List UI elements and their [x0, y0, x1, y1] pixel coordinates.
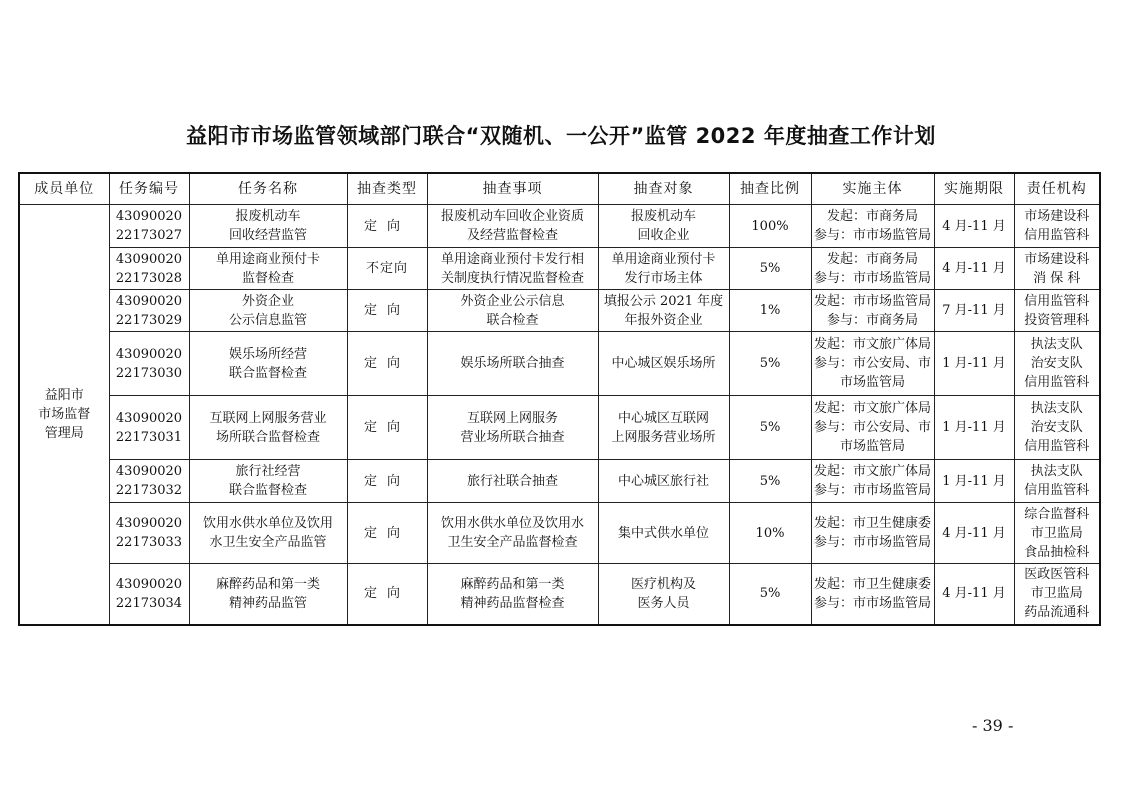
cell-line: 联合检查	[486, 312, 539, 328]
page-number: - 39 -	[972, 716, 1014, 735]
table-body	[19, 205, 1100, 625]
implementation-period-cell: 1 月-11 月	[934, 460, 1014, 503]
cell-line: 水卫生安全产品监管	[209, 535, 327, 550]
cell-line: 单用途商业预付卡发行相	[440, 251, 584, 267]
cell-line: 22173034	[115, 595, 183, 611]
implementing-body-cell	[811, 205, 934, 248]
cell-line: 市场建设科	[1024, 251, 1090, 267]
task-code-cell	[109, 396, 189, 460]
task-name-cell	[189, 205, 347, 248]
cell-line: 22173032	[115, 483, 183, 498]
inspection-object-cell	[598, 332, 729, 396]
cell-line: 医疗机构及	[630, 576, 696, 592]
inspection-object-cell	[598, 396, 729, 460]
cell-line: 单用途商业预付卡	[611, 251, 716, 267]
cell-line: 参与：市市场监管局	[813, 483, 931, 498]
task-name-cell	[189, 332, 347, 396]
inspection-ratio-cell: 5%	[729, 396, 811, 460]
cell-line: 43090020	[115, 410, 183, 426]
implementing-body-cell	[811, 248, 934, 290]
cell-line: 中心城区娱乐场所	[611, 356, 716, 371]
cell-line: 发起：市商务局	[826, 251, 918, 267]
column-header: 抽查类型	[347, 173, 427, 205]
responsible-org-cell	[1014, 332, 1100, 396]
cell-line: 集中式供水单位	[617, 525, 709, 541]
inspection-item-cell	[427, 564, 598, 625]
cell-line: 药品流通科	[1024, 605, 1090, 621]
cell-line: 联合监督检查	[228, 365, 307, 381]
cell-line: 关制度执行情况监督检查	[440, 270, 584, 286]
column-header: 抽查对象	[598, 173, 729, 205]
implementation-period-cell: 4 月-11 月	[934, 205, 1014, 248]
implementation-period-cell: 1 月-11 月	[934, 396, 1014, 460]
responsible-org-cell	[1014, 205, 1100, 248]
inspection-plan-table	[18, 172, 1101, 626]
cell-line: 市卫监局	[1030, 525, 1083, 541]
cell-line: 治安支队	[1030, 420, 1083, 435]
cell-line: 22173027	[115, 228, 183, 243]
cell-line: 22173033	[115, 535, 183, 550]
cell-line: 发起：市商务局	[826, 209, 918, 224]
cell-line: 市场建设科	[1024, 209, 1090, 224]
cell-line: 娱乐场所联合抽查	[460, 356, 565, 371]
cell-line: 上网服务营业场所	[611, 429, 716, 445]
inspection-type-cell: 不定向	[347, 248, 427, 290]
task-code-cell	[109, 503, 189, 564]
implementing-body-cell	[811, 290, 934, 332]
table-row	[19, 564, 1100, 625]
cell-line: 信用监管科	[1024, 439, 1090, 454]
column-header: 实施主体	[811, 173, 934, 205]
responsible-org-cell	[1014, 503, 1100, 564]
cell-line: 43090020	[115, 576, 183, 592]
cell-line: 参与：市市场监管局	[813, 228, 931, 243]
cell-line: 医政医管科	[1024, 567, 1090, 583]
cell-line: 报废机动车	[235, 209, 301, 224]
inspection-item-cell	[427, 290, 598, 332]
cell-line: 外资企业公示信息	[460, 293, 565, 309]
inspection-ratio-cell: 10%	[729, 503, 811, 564]
cell-line: 旅行社联合抽查	[466, 473, 558, 489]
cell-line: 联合监督检查	[228, 483, 307, 498]
implementation-period-cell: 4 月-11 月	[934, 564, 1014, 625]
inspection-item-cell	[427, 332, 598, 396]
inspection-object-cell	[598, 290, 729, 332]
table-row	[19, 248, 1100, 290]
cell-line: 饮用水供水单位及饮用水	[440, 516, 584, 531]
table-row	[19, 205, 1100, 248]
cell-line: 益阳市	[44, 387, 84, 403]
inspection-type-cell: 定向	[347, 396, 427, 460]
cell-line: 参与：市市场监管局	[813, 535, 931, 550]
inspection-object-cell	[598, 248, 729, 290]
column-header: 成员单位	[19, 173, 109, 205]
cell-line: 发起：市文旅广体局	[813, 337, 931, 352]
cell-line: 娱乐场所经营	[228, 346, 307, 362]
column-header: 任务编号	[109, 173, 189, 205]
implementation-period-cell: 7 月-11 月	[934, 290, 1014, 332]
task-code-cell	[109, 248, 189, 290]
task-name-cell	[189, 396, 347, 460]
inspection-ratio-cell: 1%	[729, 290, 811, 332]
cell-line: 执法支队	[1030, 464, 1083, 479]
page-title: 益阳市市场监管领域部门联合“双随机、一公开”监管 2022 年度抽查工作计划	[186, 124, 936, 148]
cell-line: 市卫监局	[1030, 586, 1083, 602]
inspection-object-cell	[598, 205, 729, 248]
inspection-ratio-cell: 5%	[729, 564, 811, 625]
table-row	[19, 460, 1100, 503]
cell-line: 43090020	[115, 293, 183, 309]
task-code-cell	[109, 460, 189, 503]
table-row	[19, 332, 1100, 396]
inspection-object-cell	[598, 460, 729, 503]
responsible-org-cell	[1014, 290, 1100, 332]
table-row	[19, 396, 1100, 460]
cell-line: 食品抽检科	[1024, 544, 1090, 560]
cell-line: 监督检查	[241, 270, 294, 286]
cell-line: 精神药品监督检查	[460, 595, 565, 611]
cell-line: 市场监督	[38, 406, 91, 422]
cell-line: 发起：市文旅广体局	[813, 401, 931, 416]
cell-line: 治安支队	[1030, 356, 1083, 371]
cell-line: 43090020	[115, 251, 183, 267]
cell-line: 发起：市市场监管局	[813, 293, 931, 309]
task-name-cell	[189, 503, 347, 564]
cell-line: 饮用水供水单位及饮用	[202, 516, 333, 531]
task-name-cell	[189, 460, 347, 503]
cell-line: 22173030	[115, 365, 183, 381]
cell-line: 43090020	[115, 464, 183, 479]
inspection-ratio-cell: 5%	[729, 332, 811, 396]
inspection-ratio-cell: 5%	[729, 460, 811, 503]
inspection-item-cell	[427, 396, 598, 460]
cell-line: 互联网上网服务	[466, 410, 558, 426]
cell-line: 43090020	[115, 346, 183, 362]
cell-line: 精神药品监管	[228, 595, 307, 611]
cell-line: 信用监管科	[1024, 228, 1090, 243]
inspection-object-cell	[598, 503, 729, 564]
inspection-type-cell: 定向	[347, 564, 427, 625]
cell-line: 发起：市卫生健康委	[813, 576, 931, 592]
cell-line: 参与：市市场监管局	[813, 270, 931, 286]
cell-line: 麻醉药品和第一类	[215, 576, 320, 592]
implementing-body-cell	[811, 332, 934, 396]
task-code-cell	[109, 564, 189, 625]
cell-line: 43090020	[115, 209, 183, 224]
cell-line: 回收经营监管	[228, 228, 307, 243]
cell-line: 报废机动车回收企业资质	[440, 209, 584, 224]
inspection-type-cell: 定向	[347, 460, 427, 503]
implementing-body-cell	[811, 564, 934, 625]
column-header: 任务名称	[189, 173, 347, 205]
column-header: 责任机构	[1014, 173, 1100, 205]
inspection-ratio-cell: 100%	[729, 205, 811, 248]
responsible-org-cell	[1014, 460, 1100, 503]
cell-line: 报废机动车	[630, 209, 696, 224]
inspection-type-cell: 定向	[347, 205, 427, 248]
cell-line: 消 保 科	[1033, 270, 1081, 286]
cell-line: 43090020	[115, 516, 183, 531]
inspection-item-cell	[427, 460, 598, 503]
cell-line: 卫生安全产品监督检查	[447, 535, 578, 550]
responsible-org-cell	[1014, 564, 1100, 625]
cell-line: 管理局	[44, 425, 84, 441]
cell-line: 执法支队	[1030, 337, 1083, 352]
cell-line: 互联网上网服务营业	[209, 410, 327, 426]
member-unit-cell	[19, 205, 109, 625]
responsible-org-cell	[1014, 248, 1100, 290]
cell-line: 营业场所联合抽查	[460, 429, 565, 445]
table-row	[19, 290, 1100, 332]
cell-line: 中心城区旅行社	[617, 473, 709, 489]
implementing-body-cell	[811, 460, 934, 503]
cell-line: 旅行社经营	[235, 464, 301, 479]
responsible-org-cell	[1014, 396, 1100, 460]
column-header: 实施期限	[934, 173, 1014, 205]
cell-line: 22173031	[115, 429, 183, 445]
cell-line: 22173029	[115, 312, 183, 328]
task-name-cell	[189, 248, 347, 290]
implementing-body-cell	[811, 396, 934, 460]
inspection-type-cell: 定向	[347, 503, 427, 564]
implementation-period-cell: 4 月-11 月	[934, 503, 1014, 564]
cell-line: 参与：市商务局	[826, 312, 918, 328]
cell-line: 麻醉药品和第一类	[460, 576, 565, 592]
cell-line: 参与：市公安局、市	[813, 356, 931, 371]
cell-line: 及经营监督检查	[466, 228, 558, 243]
cell-line: 外资企业	[241, 293, 294, 309]
cell-line: 参与：市公安局、市	[813, 420, 931, 435]
cell-line: 年报外资企业	[624, 312, 703, 328]
cell-line: 公示信息监管	[228, 312, 307, 328]
cell-line: 信用监管科	[1024, 375, 1090, 390]
cell-line: 信用监管科	[1024, 483, 1090, 498]
task-code-cell	[109, 332, 189, 396]
cell-line: 综合监督科	[1024, 506, 1090, 522]
inspection-item-cell	[427, 503, 598, 564]
task-name-cell	[189, 564, 347, 625]
task-code-cell	[109, 205, 189, 248]
cell-line: 市场监管局	[839, 439, 905, 454]
cell-line: 发起：市文旅广体局	[813, 464, 931, 479]
cell-line: 参与：市市场监管局	[813, 595, 931, 611]
inspection-item-cell	[427, 248, 598, 290]
cell-line: 医务人员	[637, 595, 690, 611]
cell-line: 投资管理科	[1024, 312, 1090, 328]
cell-line: 22173028	[115, 270, 183, 286]
inspection-item-cell	[427, 205, 598, 248]
table-row	[19, 503, 1100, 564]
inspection-object-cell	[598, 564, 729, 625]
task-name-cell	[189, 290, 347, 332]
implementation-period-cell: 4 月-11 月	[934, 248, 1014, 290]
implementing-body-cell	[811, 503, 934, 564]
cell-line: 发行市场主体	[624, 270, 703, 286]
cell-line: 单用途商业预付卡	[215, 251, 320, 267]
cell-line: 回收企业	[637, 228, 690, 243]
cell-line: 发起：市卫生健康委	[813, 516, 931, 531]
column-header: 抽查比例	[729, 173, 811, 205]
cell-line: 信用监管科	[1024, 293, 1090, 309]
cell-line: 场所联合监督检查	[215, 429, 320, 445]
header-row	[19, 173, 1100, 205]
cell-line: 执法支队	[1030, 401, 1083, 416]
inspection-type-cell: 定向	[347, 332, 427, 396]
cell-line: 市场监管局	[839, 375, 905, 390]
cell-line: 中心城区互联网	[617, 410, 709, 426]
cell-line: 填报公示 2021 年度	[603, 293, 724, 309]
inspection-type-cell: 定向	[347, 290, 427, 332]
implementation-period-cell: 1 月-11 月	[934, 332, 1014, 396]
column-header: 抽查事项	[427, 173, 598, 205]
inspection-ratio-cell: 5%	[729, 248, 811, 290]
task-code-cell	[109, 290, 189, 332]
